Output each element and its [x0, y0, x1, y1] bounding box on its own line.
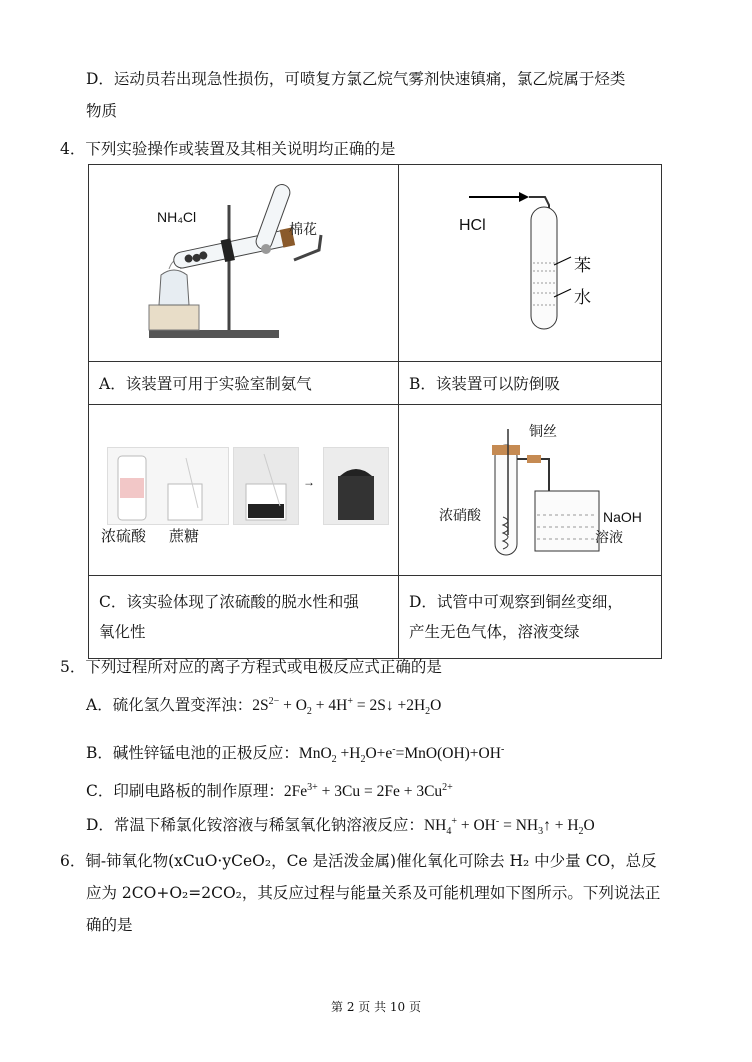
q6-line2: 应为 2CO+O₂=2CO₂，其反应过程与能量关系及可能机理如下图所示。下列说法正	[86, 884, 661, 902]
q4-caption-b: B．该装置可以防倒吸	[399, 362, 662, 405]
conc-sulfuric-label: 浓硫酸	[101, 528, 147, 545]
q4-figure-a	[89, 165, 399, 362]
reaction-final-photo	[323, 447, 389, 525]
q4-figure-c: → 浓硫酸 蔗糖	[89, 405, 399, 576]
hcl-label: HCl	[459, 217, 486, 234]
benzene-label: 苯	[574, 256, 591, 275]
q4-figure-d	[399, 405, 662, 576]
q6-line3: 确的是	[86, 916, 133, 934]
q4-option-table	[88, 164, 662, 659]
q5-option-d: D．常温下稀氯化铵溶液与稀氢氧化钠溶液反应：$NH_4^+ + OH^-$ = $NH_3↑ + H_2O$	[86, 815, 595, 838]
q5-stem: 5．下列过程所对应的离子方程式或电极反应式正确的是	[60, 658, 442, 676]
hcl-absorption-illustration	[399, 165, 661, 357]
q5-option-a: A．硫化氢久置变浑浊：$2S^{2-} + O_2 + 4H^+$ = 2S↓ $+2H_2O$	[86, 695, 442, 718]
q5-option-b: B．碱性锌锰电池的正极反应：$MnO_2 +H_2O+e^-=MnO(OH)+OH^-$	[86, 743, 505, 766]
water-label: 水	[574, 288, 591, 307]
q3-option-d-line2: 物质	[86, 102, 118, 120]
sucrose-label: 蔗糖	[169, 528, 200, 545]
conc-nitric-label: 浓硝酸	[439, 507, 481, 523]
nh4cl-label: NH₄Cl	[157, 209, 197, 225]
ammonia-apparatus-illustration	[89, 165, 397, 357]
q6-line1: 6．铜-铈氧化物(xCuO·yCeO₂，Ce 是活泼金属)催化氧化可除去 H₂ 中少量 CO，总反	[60, 852, 657, 870]
q4-figure-b	[399, 165, 662, 362]
q4-stem: 4．下列实验操作或装置及其相关说明均正确的是	[60, 140, 396, 158]
solution-label: 溶液	[595, 529, 623, 545]
q4-caption-a: A．该装置可用于实验室制氨气	[89, 362, 399, 405]
naoh-label: NaOH	[603, 509, 642, 525]
q4-caption-c: C．该实验体现了浓硫酸的脱水性和强 氧化性	[89, 576, 399, 659]
q3-option-d-line1: D．运动员若出现急性损伤，可喷复方氯乙烷气雾剂快速镇痛，氯乙烷属于烃类	[86, 70, 626, 88]
q4-caption-d: D．试管中可观察到铜丝变细， 产生无色气体，溶液变绿	[399, 576, 662, 659]
page-footer: 第 2 页 共 10 页	[331, 1000, 421, 1014]
reaction-middle-photo	[233, 447, 299, 525]
sulfuric-acid-sucrose-photo	[107, 447, 229, 525]
cotton-label: 棉花	[289, 221, 317, 237]
q5-option-c: C．印刷电路板的制作原理：$2Fe^{3+} + 3Cu = 2Fe + 3Cu^{2+}$	[86, 781, 453, 800]
copper-wire-label: 铜丝	[529, 423, 557, 439]
